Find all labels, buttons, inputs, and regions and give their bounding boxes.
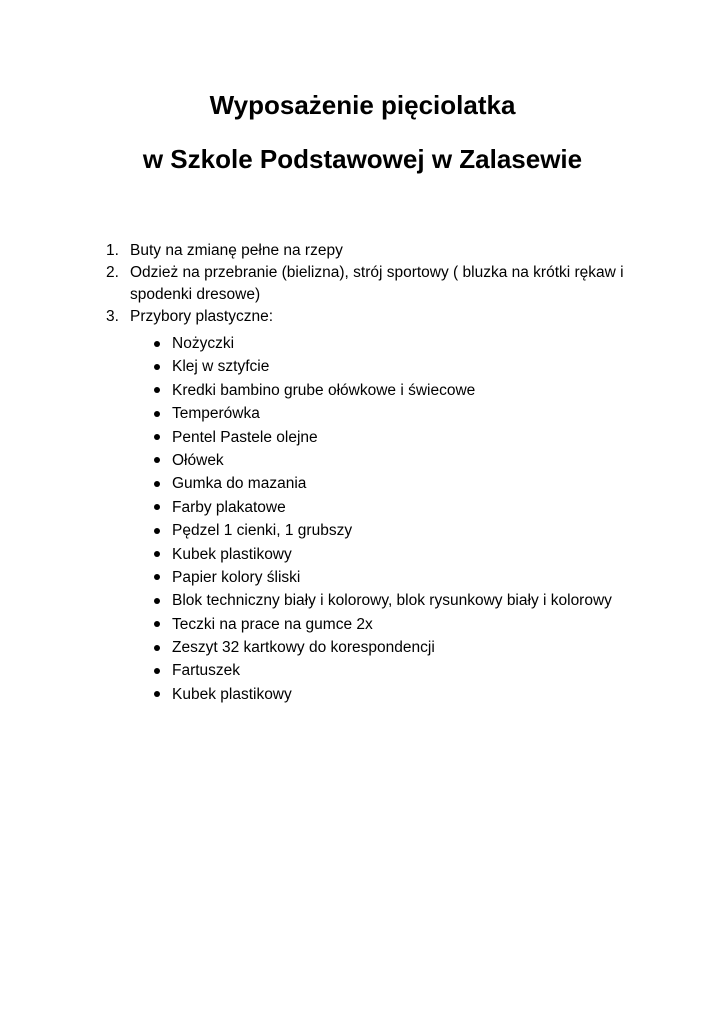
list-item-text: Temperówka [172, 405, 260, 423]
numbered-list-item [0, 240, 725, 262]
numbered-list-item [0, 306, 725, 328]
list-item-text: Papier kolory śliski [172, 568, 301, 586]
bullet-icon [154, 341, 160, 347]
list-item [0, 472, 725, 495]
list-item-text: Fartuszek [172, 662, 241, 680]
list-item-text: Przybory plastyczne: [130, 308, 273, 325]
bullet-icon [154, 364, 160, 370]
list-item [0, 566, 725, 589]
bullet-icon [154, 411, 160, 417]
list-item [0, 426, 725, 449]
numbered-list-item [0, 262, 725, 306]
bullet-icon [154, 691, 160, 697]
bullet-icon [154, 645, 160, 651]
list-item-text: Zeszyt 32 kartkowy do korespondencji [172, 639, 435, 657]
list-item-text: Teczki na prace na gumce 2x [172, 615, 373, 633]
list-item [0, 355, 725, 378]
list-number: 1. [106, 242, 119, 259]
list-item-text: Nożyczki [172, 335, 235, 352]
list-item-text: Klej w sztyfcie [172, 358, 270, 376]
list-item [0, 613, 725, 636]
list-item-text: Pentel Pastele olejne [172, 428, 318, 446]
list-item-text: Kubek plastikowy [172, 545, 292, 563]
list-item-text: Kubek plastikowy [172, 685, 292, 703]
list-item-text: Pędzel 1 cienki, 1 grubszy [172, 522, 353, 540]
art-supplies-list [0, 332, 725, 706]
list-item-text: Blok techniczny biały i kolorowy, blok rysunkowy biały i kolorowy [172, 592, 612, 610]
list-item [0, 449, 725, 472]
list-item-text: Ołówek [172, 451, 224, 469]
list-item [0, 519, 725, 542]
list-item-text: Gumka do mazania [172, 475, 307, 493]
bullet-icon [154, 504, 160, 510]
document-title-line-1: Wyposażenie pięciolatka [209, 90, 516, 120]
list-item [0, 636, 725, 659]
list-item-text: Kredki bambino grube ołówkowe i świecowe [172, 381, 476, 399]
list-item [0, 589, 725, 612]
list-item-text: Buty na zmianę pełne na rzepy [130, 242, 343, 259]
list-item [0, 496, 725, 519]
bullet-icon [154, 551, 160, 557]
list-item [0, 402, 725, 425]
numbered-list [0, 240, 725, 328]
list-item [0, 659, 725, 682]
document-title-line-2: w Szkole Podstawowej w Zalasewie [142, 144, 583, 174]
bullet-icon [154, 528, 160, 534]
bullet-icon [154, 434, 160, 440]
bullet-icon [154, 387, 160, 393]
list-number: 3. [106, 308, 119, 325]
list-item-text: Farby plakatowe [172, 498, 286, 516]
bullet-icon [154, 574, 160, 580]
bullet-icon [154, 668, 160, 674]
bullet-icon [154, 481, 160, 487]
bullet-icon [154, 621, 160, 627]
list-item [0, 379, 725, 402]
list-item [0, 683, 725, 706]
bullet-icon [154, 598, 160, 604]
list-item [0, 543, 725, 566]
list-item-text: Odzież na przebranie (bielizna), strój sportowy ( bluzka na krótki rękaw i spodenki dresowe) [130, 264, 624, 303]
bullet-icon [154, 457, 160, 463]
list-number: 2. [106, 264, 119, 281]
list-item [0, 332, 725, 355]
